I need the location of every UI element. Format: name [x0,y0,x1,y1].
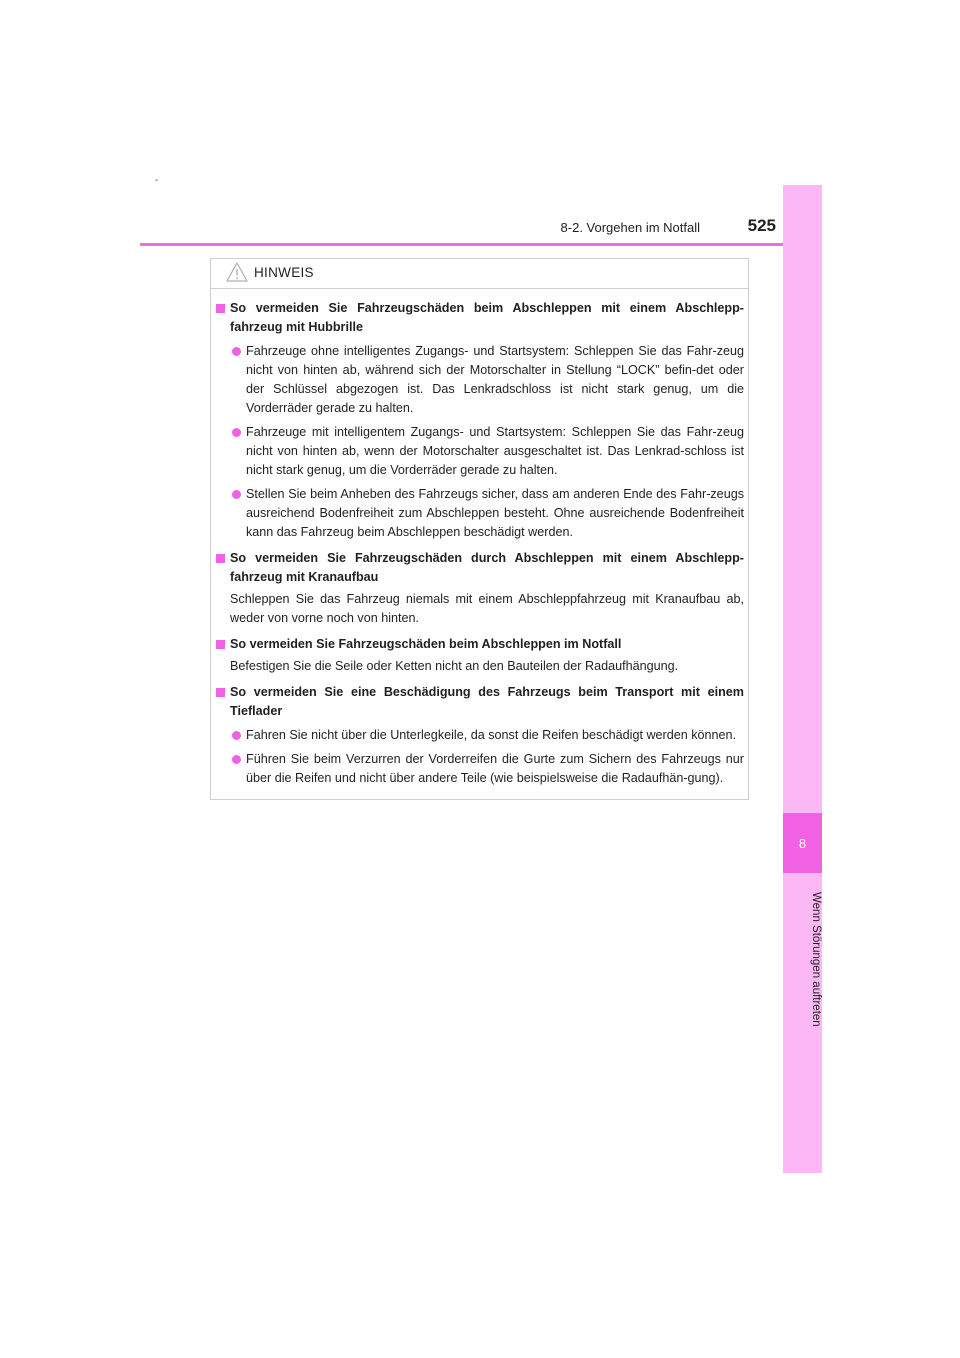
notice-section [216,299,744,542]
round-bullet-icon [232,428,241,437]
notice-section [216,635,744,676]
notice-body [216,299,744,788]
square-bullet-icon [216,640,225,649]
bullet-text: Führen Sie beim Verzurren der Vorderreifen die Gurte zum Sichern des Fahrzeugs nur über die Reifen und nicht über andere Teile (wie beispielsweise die Radaufhän-gung). [246,752,744,785]
bullet-text: Fahrzeuge mit intelligentem Zugangs- und Startsystem: Schleppen Sie das Fahr-zeug nicht von hinten ab, wenn der Motorschalter ausgeschaltet ist. Das Lenkrad-schloss ist nicht stark genug, um die Vorderräder gerade zu halten. [246,425,744,477]
round-bullet-icon [232,731,241,740]
bullet-item [230,423,744,480]
square-bullet-icon [216,688,225,697]
bullet-text: Fahrzeuge ohne intelligentes Zugangs- und Startsystem: Schleppen Sie das Fahr-zeug nicht von hinten ab, während sich der Motorschalter in Stellung “LOCK” befin-det oder der Schlüssel abgezogen ist. Das Lenkradschloss ist nicht stark genug, um die Vorderräder gerade zu halten. [246,344,744,415]
bullet-item [230,750,744,788]
section-text: Befestigen Sie die Seile oder Ketten nicht an den Bauteilen der Radaufhängung. [230,659,679,673]
bullet-item [230,485,744,542]
bullet-item [230,342,744,418]
section-title: So vermeiden Sie Fahrzeugschäden durch Abschleppen mit einem Abschlepp-fahrzeug mit Kranaufbau [230,551,744,584]
square-bullet-icon [216,304,225,313]
section-title: So vermeiden Sie Fahrzeugschäden beim Abschleppen im Notfall [230,637,622,651]
round-bullet-icon [232,347,241,356]
round-bullet-icon [232,490,241,499]
chapter-number-tab: 8 [783,813,822,873]
notice-section [216,549,744,628]
section-title: So vermeiden Sie eine Beschädigung des Fahrzeugs beim Transport mit einem Tieflader [230,685,744,718]
header-divider [140,243,822,246]
round-bullet-icon [232,755,241,764]
notice-box [210,258,749,800]
section-title: So vermeiden Sie Fahrzeugschäden beim Abschleppen mit einem Abschlepp-fahrzeug mit Hubbrille [230,301,744,334]
notice-title: HINWEIS [254,265,314,280]
page-number: 525 [747,216,776,235]
warning-triangle-icon [226,262,248,282]
page-corner-mark: - [155,175,159,186]
square-bullet-icon [216,554,225,563]
header-section-title: 8-2. Vorgehen im Notfall [560,220,700,235]
section-text: Schleppen Sie das Fahrzeug niemals mit einem Abschleppfahrzeug mit Kranaufbau ab, weder von vorne noch von hinten. [230,592,744,625]
notice-header [211,259,748,289]
notice-section [216,683,744,788]
bullet-item [230,726,744,745]
bullet-text: Fahren Sie nicht über die Unterlegkeile, da sonst die Reifen beschädigt werden können. [246,728,737,742]
chapter-title-vertical: Wenn Störungen auftreten [810,891,822,1027]
bullet-text: Stellen Sie beim Anheben des Fahrzeugs sicher, dass am anderen Ende des Fahr-zeugs ausreichend Bodenfreiheit zum Abschleppen besteht. Ohne ausreichende Bodenfreiheit kann das Fahrzeug beim Abschleppen beschädigt werden. [246,487,744,539]
